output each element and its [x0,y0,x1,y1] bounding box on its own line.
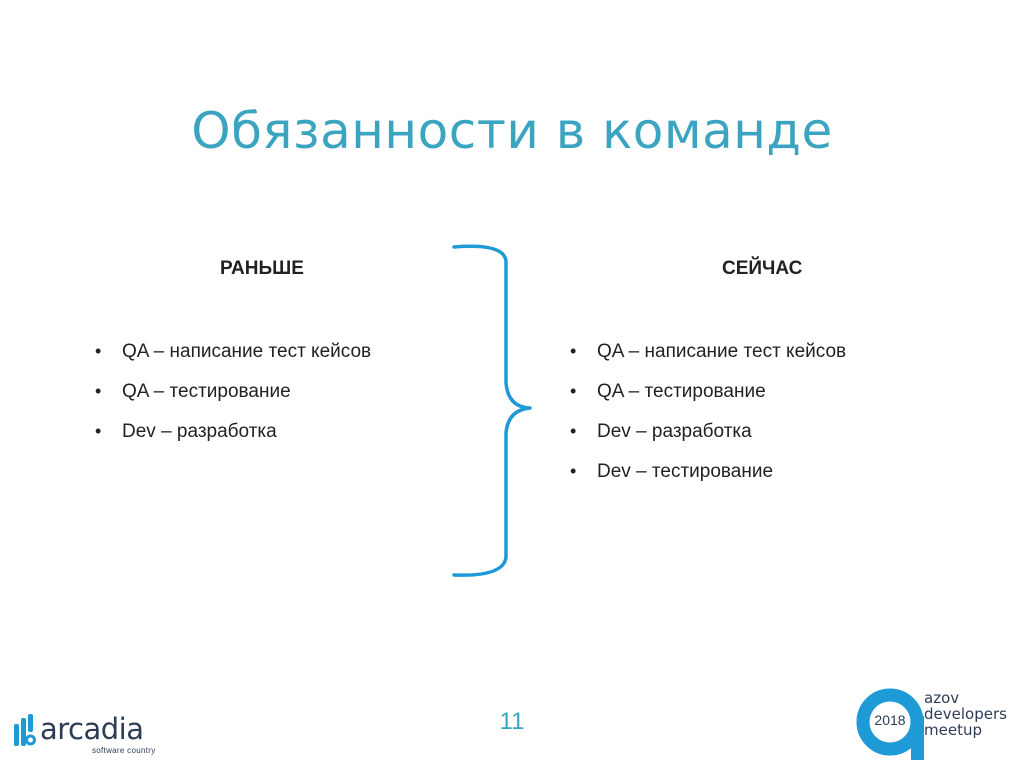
bullet-icon: • [570,421,577,441]
azov-line-3: meetup [924,721,982,739]
bullet-icon: • [570,341,577,361]
list-item-text: QA – тестирование [597,381,766,402]
azov-line-2: developers [924,705,1007,723]
azov-meetup-logo [850,684,1020,764]
arcadia-logo [12,712,182,756]
bullet-icon: • [95,421,102,441]
before-list [95,338,371,458]
slide-title: Обязанности в команде [191,102,833,160]
list-item-text: Dev – разработка [122,421,277,442]
now-heading: СЕЙЧАС [722,258,803,279]
list-item-text: QA – написание тест кейсов [597,341,847,362]
list-item [570,338,846,378]
before-heading: РАНЬШЕ [220,258,304,279]
list-item [570,458,846,498]
bullet-icon: • [570,381,577,401]
list-item-text: QA – написание тест кейсов [122,341,372,362]
list-item [95,378,371,418]
list-item-text: Dev – тестирование [597,461,774,482]
arcadia-wordmark: arcadia [40,712,144,746]
azov-wordmark [924,690,1007,738]
list-item [95,418,371,458]
list-item-text: QA – тестирование [122,381,291,402]
bullet-icon: • [95,341,102,361]
bullet-icon: • [570,461,577,481]
page-number: 11 [499,708,525,735]
azov-line-1: azov [924,689,960,707]
arcadia-tagline: software country [92,746,156,755]
list-item-text: Dev – разработка [597,421,752,442]
right-brace-icon [452,235,536,585]
arcadia-mark-icon [12,714,38,748]
list-item [95,338,371,378]
azov-year: 2018 [874,712,906,728]
now-list [570,338,846,498]
list-item [570,418,846,458]
list-item [570,378,846,418]
bullet-icon: • [95,381,102,401]
